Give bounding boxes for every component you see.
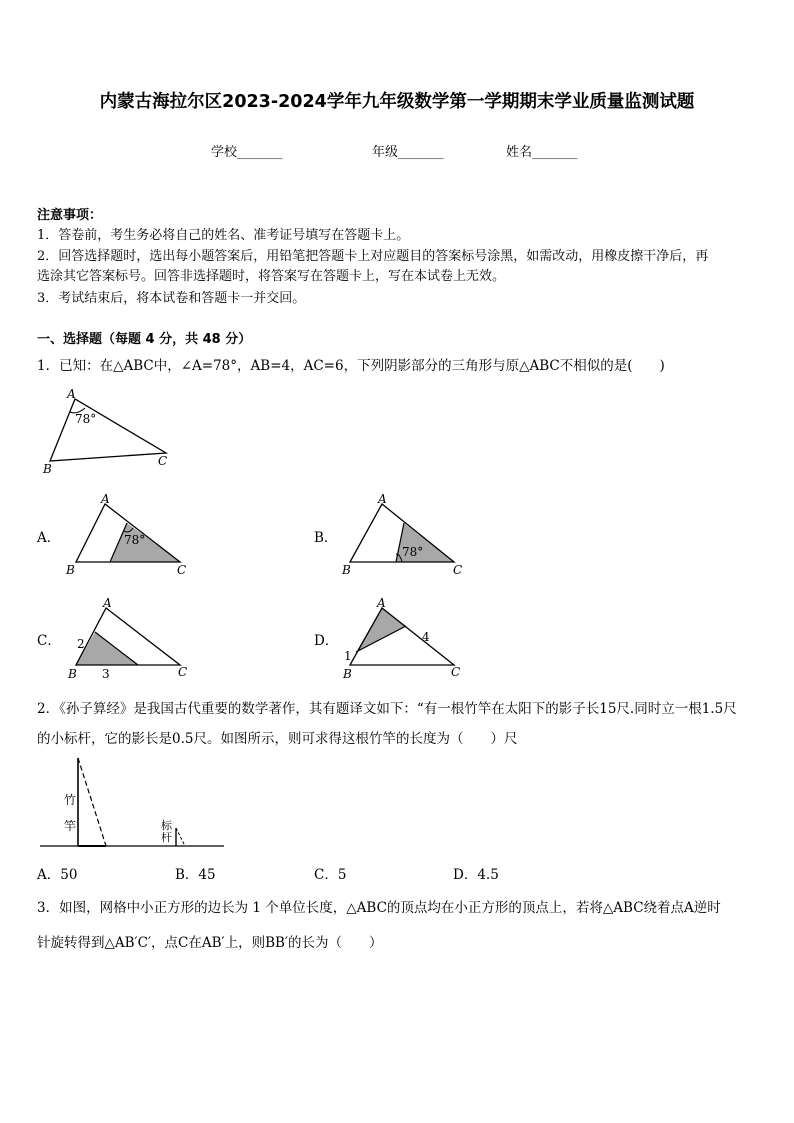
q1-option-a[interactable]: A． xyxy=(37,530,61,546)
question-2-line-1: 2．《孙子算经》是我国古代重要的数学著作，其有题译文如下：“有一根竹竿在太阳下的影子长15尺.同时立一根1.5尺 xyxy=(37,701,737,717)
grade-field: 年级_______ xyxy=(372,145,444,160)
vertex-label-a: A xyxy=(67,387,76,401)
vertex-label-b: B xyxy=(343,667,352,681)
question-3-line-2: 针旋转得到△AB′C′，点C在AB′上，则BB′的长为（ ） xyxy=(37,935,383,951)
rod-label-1: 标 xyxy=(161,819,172,832)
question-3-line-1: 3．如图，网格中小正方形的边长为 1 个单位长度，△ABC的顶点均在小正方形的顶点上，若将△ABC绕着点A逆时 xyxy=(37,900,721,916)
sunlight-ray xyxy=(78,758,106,846)
q1-option-a-figure xyxy=(62,490,202,580)
vertex-label-c: C xyxy=(451,665,461,679)
rod-label-2: 杆 xyxy=(161,831,172,844)
name-field: 姓名_______ xyxy=(506,145,578,160)
notice-item-1: 1．答卷前，考生务必将自己的姓名、准考证号填写在答题卡上。 xyxy=(37,228,410,243)
q2-option-b[interactable]: B．45 xyxy=(175,867,216,883)
notice-item-2-line-2: 选涂其它答案标号。回答非选择题时，将答案写在答题卡上，写在本试卷上无效。 xyxy=(37,269,506,284)
school-field: 学校_______ xyxy=(211,145,283,160)
vertex-label-a: A xyxy=(378,492,387,506)
q1-option-d-figure xyxy=(338,594,478,684)
q2-option-a[interactable]: A．50 xyxy=(37,867,78,883)
question-2-line-2: 的小标杆，它的影长是0.5尺。如图所示，则可求得这根竹竿的长度为（ ）尺 xyxy=(37,731,518,747)
q1-option-c-figure xyxy=(58,594,203,684)
vertex-label-b: B xyxy=(342,563,351,577)
vertex-label-b: B xyxy=(43,462,52,476)
outer-triangle xyxy=(350,608,454,665)
triangle-abc xyxy=(50,399,166,461)
vertex-label-c: C xyxy=(453,563,463,577)
side-label-4: 4 xyxy=(422,630,430,644)
side-label-3: 3 xyxy=(102,667,110,681)
vertex-label-c: C xyxy=(178,665,188,679)
page-title: 内蒙古海拉尔区2023-2024学年九年级数学第一学期期末学业质量监测试题 xyxy=(99,92,695,112)
question-1-stem: 1．已知：在△ABC中，∠A=78°，AB=4，AC=6，下列阴影部分的三角形与原△ABC不相似的是( ) xyxy=(37,358,665,374)
q1-option-b-figure xyxy=(338,490,478,580)
notice-heading: 注意事项： xyxy=(37,208,103,223)
pole-label-1: 竹 xyxy=(64,793,77,807)
q1-original-triangle xyxy=(40,385,180,477)
q1-option-b[interactable]: B． xyxy=(314,530,338,546)
q1-option-d[interactable]: D． xyxy=(314,633,339,649)
section-heading: 一、选择题（每题 4 分，共 48 分） xyxy=(37,332,252,347)
pole-label-2: 竿 xyxy=(64,819,77,833)
q1-option-c[interactable]: C． xyxy=(37,633,61,649)
vertex-label-b: B xyxy=(66,563,75,577)
angle-label: 78° xyxy=(124,533,146,547)
vertex-label-c: C xyxy=(158,454,168,468)
q2-figure xyxy=(40,752,230,852)
vertex-label-a: A xyxy=(103,596,112,610)
side-label-2: 2 xyxy=(77,637,85,651)
vertex-label-b: B xyxy=(68,667,77,681)
notice-item-3: 3．考试结束后，将本试卷和答题卡一并交回。 xyxy=(37,291,306,306)
rod-ray xyxy=(176,828,185,846)
q2-option-d[interactable]: D．4.5 xyxy=(453,867,499,883)
angle-label: 78° xyxy=(75,412,97,426)
q2-option-c[interactable]: C．5 xyxy=(314,867,347,883)
side-label-1: 1 xyxy=(344,649,352,663)
vertex-label-a: A xyxy=(101,492,110,506)
vertex-label-c: C xyxy=(177,563,187,577)
vertex-label-a: A xyxy=(377,596,386,610)
notice-item-2-line-1: 2．回答选择题时，选出每小题答案后，用铅笔把答题卡上对应题目的答案标号涂黑，如需改动，用橡皮擦干净后，再 xyxy=(37,249,709,264)
angle-label: 78° xyxy=(402,545,424,559)
